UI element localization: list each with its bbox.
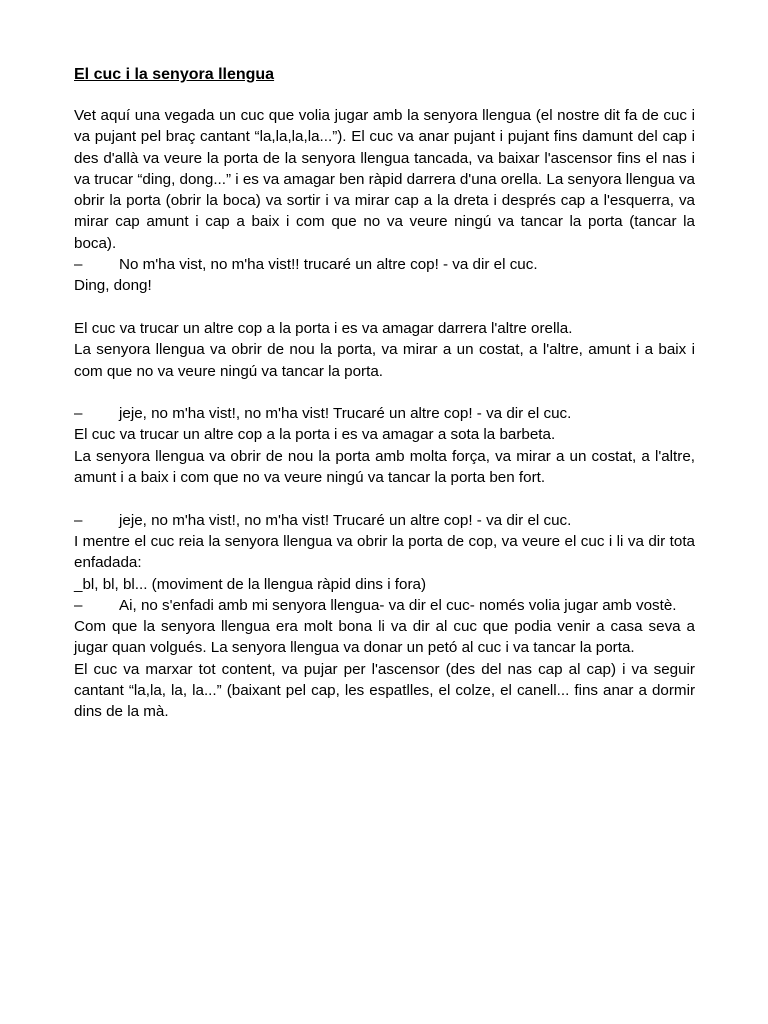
dash-mark: –: [74, 596, 83, 614]
paragraph-third-open: La senyora llengua va obrir de nou la porta amb molta força, va mirar a un costat, a l'altre, amunt i a baix i com que no va veure ningú va tancar la porta ben fort.: [74, 447, 695, 487]
dialogue-text: No m'ha vist, no m'ha vist!! trucaré un altre cop! - va dir el cuc.: [119, 256, 538, 274]
dash-mark: –: [74, 405, 83, 423]
page-title: El cuc i la senyora llengua: [74, 66, 275, 83]
document-page: [74, 64, 695, 723]
paragraph-ending: El cuc va marxar tot content, va pujar per l'ascensor (des del nas cap al cap) i va seguir cantant “la,la, la, la...” (baixant pel cap, les espatlles, el colze, el canell... fins anar a dormir dins de la mà.: [74, 660, 695, 721]
dialogue-line-2: [74, 403, 695, 424]
paragraph-gap: [74, 382, 695, 403]
dash-mark: –: [74, 511, 83, 529]
paragraph-intro: Vet aquí una vegada un cuc que volia jugar amb la senyora llengua (el nostre dit fa de cuc i va pujant pel braç cantant “la,la,la,la...”). El cuc va anar pujant i pujant fins damunt del cap i des d'allà va veure la porta de la senyora llengua tancada, va baixar l'ascensor fins el nas i va trucar “ding, dong...” i es va amagar ben ràpid darrera d'una orella. La senyora llengua va obrir la porta (obrir la boca) va sortir i va mirar cap a la dreta i després cap a l'esquerra, va mirar cap amunt i cap a baix i com que no va veure ningú va tancar la porta (tancar la boca).: [74, 107, 695, 252]
dialogue-line-3: [74, 510, 695, 531]
paragraph-tongue-sound: _bl, bl, bl... (moviment de la llengua ràpid dins i fora): [74, 575, 427, 593]
dialogue-line-4: [74, 595, 695, 616]
dash-mark: –: [74, 256, 83, 274]
paragraph-caught: I mentre el cuc reia la senyora llengua va obrir la porta de cop, va veure el cuc i li va dir tota enfadada:: [74, 532, 695, 572]
paragraph-third-knock: El cuc va trucar un altre cop a la porta i es va amagar a sota la barbeta.: [74, 426, 556, 444]
paragraph-friendship: Com que la senyora llengua era molt bona li va dir al cuc que podia venir a casa seva a jugar quan volgués. La senyora llengua va donar un petó al cuc i va tancar la porta.: [74, 618, 695, 657]
dialogue-line-1: [74, 254, 695, 275]
paragraph-gap: [74, 297, 695, 318]
paragraph-second-open: La senyora llengua va obrir de nou la porta, va mirar a un costat, a l'altre, amunt i a baix i com que no va veure ningú va tancar la porta.: [74, 341, 695, 380]
dialogue-text: jeje, no m'ha vist!, no m'ha vist! Trucaré un altre cop! - va dir el cuc.: [119, 511, 572, 529]
paragraph-second-knock: El cuc va trucar un altre cop a la porta i es va amagar darrera l'altre orella.: [74, 319, 573, 337]
paragraph-gap: [74, 488, 695, 509]
dialogue-text: jeje, no m'ha vist!, no m'ha vist! Trucaré un altre cop! - va dir el cuc.: [119, 405, 572, 423]
dialogue-text: Ai, no s'enfadi amb mi senyora llengua- va dir el cuc- només volia jugar amb vostè.: [119, 596, 677, 614]
paragraph-ding-dong: Ding, dong!: [74, 277, 152, 295]
